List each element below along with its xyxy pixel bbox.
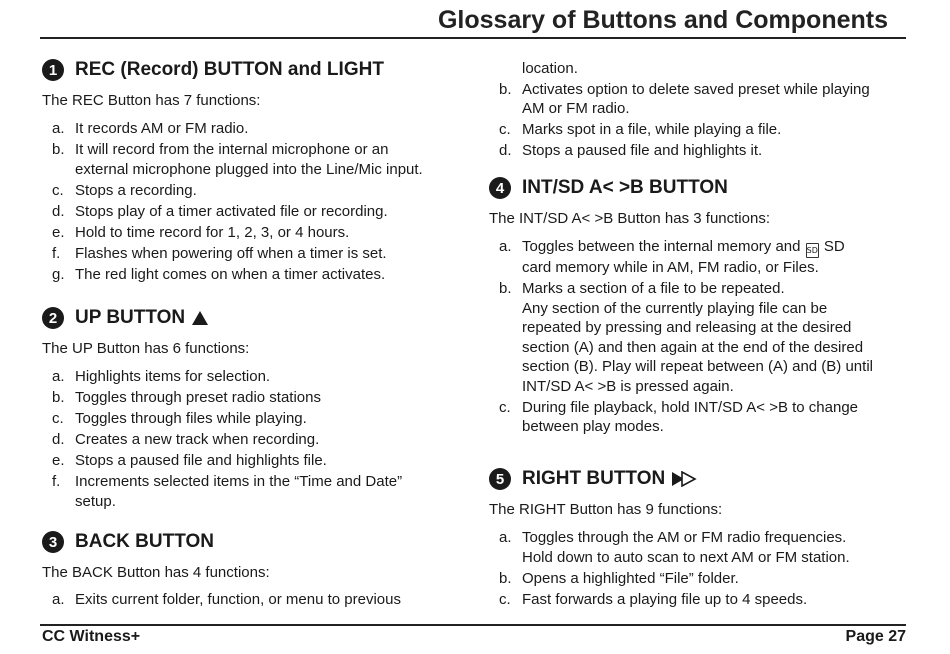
function-list <box>42 119 462 284</box>
list-item <box>42 119 462 139</box>
section-intro: The UP Button has 6 functions: <box>42 340 250 357</box>
section-number-badge: 5 <box>489 468 511 490</box>
section-heading <box>489 176 909 200</box>
section-number-badge: 2 <box>42 307 64 329</box>
item-line: AM or FM radio. <box>522 100 630 117</box>
item-letter: b. <box>499 280 512 297</box>
item-line: INT/SD A< >B is pressed again. <box>522 377 734 395</box>
fast-forward-icon <box>671 471 697 487</box>
section-intsd <box>489 176 909 437</box>
item-line: Toggles through files while playing. <box>75 410 307 427</box>
item-letter: d. <box>52 431 65 448</box>
list-item <box>42 430 462 450</box>
item-letter: c. <box>52 181 64 199</box>
item-letter: b. <box>499 569 512 587</box>
item-letter: b. <box>499 80 512 98</box>
item-line: It will record from the internal microphone or an <box>75 141 389 158</box>
item-line: Stops play of a timer activated file or recording. <box>75 202 388 220</box>
section-title: RIGHT BUTTON <box>522 468 666 489</box>
list-item <box>489 398 909 437</box>
item-line: Hold down to auto scan to next AM or FM station. <box>522 548 850 566</box>
list-item <box>42 265 462 285</box>
item-line: Stops a paused file and highlights it. <box>522 142 763 159</box>
item-line: Activates option to delete saved preset while playing <box>522 80 870 98</box>
list-item <box>42 367 462 387</box>
header-rule <box>40 37 906 39</box>
function-list <box>489 528 909 609</box>
item-line: Toggles through the AM or FM radio frequencies. <box>522 529 847 546</box>
section-heading <box>489 467 909 491</box>
item-letter: a. <box>52 368 65 385</box>
item-line: setup. <box>75 492 116 510</box>
item-line: It records AM or FM radio. <box>75 120 249 137</box>
section-intro: The REC Button has 7 functions: <box>42 92 261 109</box>
item-line: between play modes. <box>522 418 664 435</box>
list-item <box>489 279 909 396</box>
item-line: Increments selected items in the “Time and Date” <box>75 473 403 490</box>
item-line: Fast forwards a playing file up to 4 speeds. <box>522 590 808 608</box>
footer-page-number: Page 27 <box>845 628 906 645</box>
item-line: Exits current folder, function, or menu to previous <box>75 591 401 608</box>
function-sublist <box>489 279 909 437</box>
item-letter: c. <box>52 410 64 427</box>
list-item <box>42 223 462 243</box>
item-line: location. <box>522 59 578 77</box>
item-line: Opens a highlighted “File” folder. <box>522 569 739 587</box>
item-text: SD <box>823 238 845 255</box>
item-line: During file playback, hold INT/SD A< >B to change <box>522 398 859 416</box>
list-item <box>42 451 462 471</box>
footer-product-name: CC Witness+ <box>42 628 141 645</box>
item-letter: a. <box>52 591 65 608</box>
list-item <box>489 590 909 610</box>
function-list <box>489 59 909 161</box>
item-line: Stops a recording. <box>75 181 197 199</box>
item-line: section (A) and then again at the end of the desired <box>522 338 864 356</box>
footer-rule <box>40 624 906 626</box>
section-up <box>42 306 462 511</box>
item-letter: a. <box>52 120 65 137</box>
list-item <box>42 202 462 222</box>
list-item <box>489 528 909 567</box>
item-line: Hold to time record for 1, 2, 3, or 4 hours. <box>75 223 350 241</box>
item-letter: b. <box>52 389 65 406</box>
item-line: repeated by pressing and releasing at the desired <box>522 319 852 336</box>
item-text: Toggles between the internal memory and <box>522 238 801 255</box>
function-list <box>42 590 462 610</box>
sd-card-icon: SD <box>806 243 819 258</box>
list-item <box>489 59 909 79</box>
item-line: Creates a new track when recording. <box>75 431 320 448</box>
item-line: Any section of the currently playing file can be <box>522 299 828 317</box>
list-item <box>42 472 462 511</box>
item-letter: a. <box>499 238 512 255</box>
section-heading <box>42 530 462 554</box>
item-letter: d. <box>499 142 512 159</box>
list-item <box>489 141 909 161</box>
list-item <box>42 181 462 201</box>
up-triangle-icon <box>192 311 208 325</box>
section-title: BACK BUTTON <box>75 531 214 552</box>
item-line: card memory while in AM, FM radio, or Files. <box>522 259 819 276</box>
list-item <box>489 569 909 589</box>
section-intro: The INT/SD A< >B Button has 3 functions: <box>489 210 770 227</box>
list-item <box>489 80 909 119</box>
item-letter: e. <box>52 223 65 241</box>
item-line <box>522 237 909 258</box>
section-number-badge: 4 <box>489 177 511 199</box>
item-line: The red light comes on when a timer activates. <box>75 265 386 283</box>
item-line: Marks spot in a file, while playing a file. <box>522 121 782 138</box>
list-item <box>42 388 462 408</box>
item-line: external microphone plugged into the Line/Mic input. <box>75 160 423 178</box>
list-item <box>42 140 462 179</box>
section-intro: The BACK Button has 4 functions: <box>42 564 270 581</box>
item-letter: d. <box>52 202 65 220</box>
section-back-continued <box>489 57 909 161</box>
section-intro: The RIGHT Button has 9 functions: <box>489 501 723 518</box>
function-list <box>489 237 909 437</box>
list-item <box>42 244 462 264</box>
item-letter: a. <box>499 529 512 546</box>
list-item <box>42 590 462 610</box>
function-list <box>42 367 462 511</box>
item-line: Stops a paused file and highlights file. <box>75 452 327 469</box>
item-line: Toggles through preset radio stations <box>75 389 321 406</box>
section-number-badge: 3 <box>42 531 64 553</box>
item-letter: g. <box>52 265 65 283</box>
page-title: Glossary of Buttons and Components <box>437 6 888 34</box>
item-letter: b. <box>52 141 65 158</box>
item-letter: e. <box>52 452 65 469</box>
section-title: INT/SD A< >B BUTTON <box>522 177 728 198</box>
item-letter: c. <box>499 121 511 138</box>
item-line: Marks a section of a file to be repeated. <box>522 280 785 297</box>
section-rec <box>42 58 462 284</box>
section-title: UP BUTTON <box>75 307 186 328</box>
item-letter: f. <box>52 244 61 262</box>
section-right <box>489 467 909 609</box>
item-line: Flashes when powering off when a timer is set. <box>75 244 387 262</box>
section-title: REC (Record) BUTTON and LIGHT <box>75 59 384 80</box>
item-line: Highlights items for selection. <box>75 368 271 385</box>
section-back <box>42 530 462 610</box>
section-number-badge: 1 <box>42 59 64 81</box>
list-item <box>489 120 909 140</box>
section-heading <box>42 58 462 82</box>
item-letter: c. <box>499 590 511 608</box>
item-letter: f. <box>52 473 61 490</box>
list-item <box>489 237 909 278</box>
section-heading <box>42 306 462 330</box>
item-letter: c. <box>499 398 511 416</box>
item-line: section (B). Play will repeat between (A) and (B) until <box>522 358 873 375</box>
list-item <box>42 409 462 429</box>
